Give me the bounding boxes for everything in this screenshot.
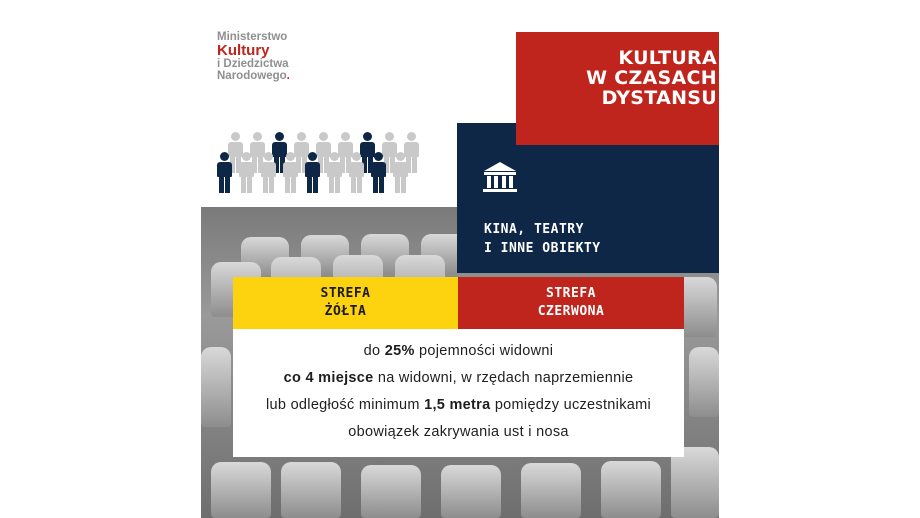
rule-capacity: do 25% pojemności widowni xyxy=(363,343,554,359)
rule-distance: lub odległość minimum 1,5 metra pomiędzy uczestnikami xyxy=(265,397,652,413)
venue-label: KINA, TEATRY I INNE OBIEKTY xyxy=(484,222,601,256)
rules-panel xyxy=(233,329,684,457)
rule-seating: co 4 miejsce na widowni, w rzędach naprzemiennie xyxy=(283,370,634,386)
red-zone-label: STREFA CZERWONA xyxy=(458,277,684,329)
people-pictogram xyxy=(215,130,425,205)
yellow-zone-label: STREFA ŻÓŁTA xyxy=(233,277,458,329)
page-title: KULTURA W CZASACH DYSTANSU xyxy=(586,47,717,109)
infographic xyxy=(201,0,719,518)
ministry-logo: Ministerstwo Kultury i Dziedzictwa Narodowego. xyxy=(217,31,290,82)
rule-masks: obowiązek zakrywania ust i nosa xyxy=(348,424,569,440)
museum-building-icon xyxy=(482,160,518,194)
